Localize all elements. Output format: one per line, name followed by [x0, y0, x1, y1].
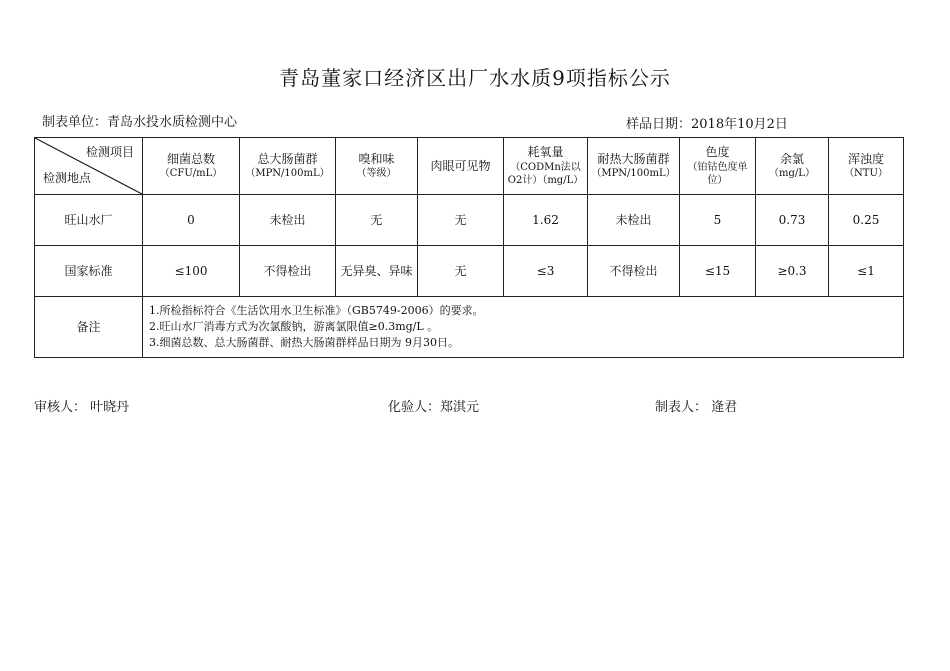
page-title: 青岛董家口经济区出厂水水质9项指标公示 [279, 66, 671, 90]
reviewer-signature: 审核人： 叶晓丹 [34, 400, 130, 415]
table-cell: 未检出 [240, 195, 336, 246]
table-cell: 0 [143, 195, 240, 246]
sample-date: 样品日期：2018年10月2日 [626, 117, 788, 132]
column-name: 耗氧量 [527, 145, 564, 160]
table-cell: 不得检出 [240, 246, 336, 297]
issuing-unit: 制表单位：青岛水投水质检测中心 [42, 115, 238, 130]
table-cell: 0.25 [829, 195, 904, 246]
column-header-turbidity [829, 138, 904, 195]
table-cell: 未检出 [588, 195, 680, 246]
column-unit: （mg/L） [769, 168, 815, 180]
column-unit: （MPN/100mL） [245, 168, 330, 180]
column-header-residual-chlorine [756, 138, 829, 195]
table-cell: 0.73 [756, 195, 829, 246]
note-line: 3.细菌总数、总大肠菌群、耐热大肠菌群样品日期为 9月30日。 [149, 336, 459, 349]
notes-label: 备注 [35, 297, 143, 358]
column-header-odor [336, 138, 418, 195]
table-cell: 无 [418, 195, 504, 246]
column-unit: （MPN/100mL） [591, 168, 676, 180]
row-site-label: 国家标准 [35, 246, 143, 297]
table-cell: ≥0.3 [756, 246, 829, 297]
table-cell: ≤1 [829, 246, 904, 297]
row-site-label: 旺山水厂 [35, 195, 143, 246]
column-name: 总大肠菌群 [257, 152, 318, 167]
table-cell: ≤15 [680, 246, 756, 297]
corner-site-label: 检测地点 [43, 170, 92, 185]
column-name: 耐热大肠菌群 [597, 152, 670, 167]
column-name: 浑浊度 [847, 152, 884, 167]
column-header-chroma [680, 138, 756, 195]
maker-signature: 制表人： 逄君 [655, 400, 738, 415]
notes-row [35, 297, 904, 358]
column-header-oxygen-consumption [504, 138, 588, 195]
table-cell: 无异臭、异味 [336, 246, 418, 297]
table-row [35, 195, 904, 246]
header-corner-cell [35, 138, 143, 195]
column-name: 肉眼可见物 [430, 158, 491, 173]
note-line: 1.所检指标符合《生活饮用水卫生标准》（GB5749-2006）的要求。 [149, 304, 484, 317]
column-header-thermotolerant-coliform [588, 138, 680, 195]
header-row [35, 138, 904, 195]
column-name: 嗅和味 [358, 152, 395, 167]
column-header-coliform [240, 138, 336, 195]
column-unit: （铂钴色度单位） [687, 161, 748, 187]
column-name: 余氯 [779, 152, 804, 167]
column-name: 细菌总数 [166, 152, 215, 167]
column-unit: （CODMn法以O2计）（mg/L） [507, 161, 584, 187]
column-unit: （等级） [356, 168, 397, 180]
water-quality-table [34, 137, 904, 358]
tester-signature: 化验人：郑淇元 [388, 400, 480, 415]
table-cell: 不得检出 [588, 246, 680, 297]
corner-item-label: 检测项目 [85, 145, 134, 159]
notes-content [143, 297, 904, 358]
table-cell: 1.62 [504, 195, 588, 246]
column-header-bacteria [143, 138, 240, 195]
table-cell: 无 [336, 195, 418, 246]
table-cell: ≤100 [143, 246, 240, 297]
column-unit: （CFU/mL） [159, 168, 223, 180]
column-name: 色度 [705, 145, 730, 160]
table-cell: 无 [418, 246, 504, 297]
note-line: 2.旺山水厂消毒方式为次氯酸钠，游离氯限值≥0.3mg/L 。 [149, 320, 439, 333]
column-unit: （NTU） [844, 168, 888, 180]
table-cell: 5 [680, 195, 756, 246]
table-cell: ≤3 [504, 246, 588, 297]
column-header-visible-matter [418, 138, 504, 195]
table-row [35, 246, 904, 297]
